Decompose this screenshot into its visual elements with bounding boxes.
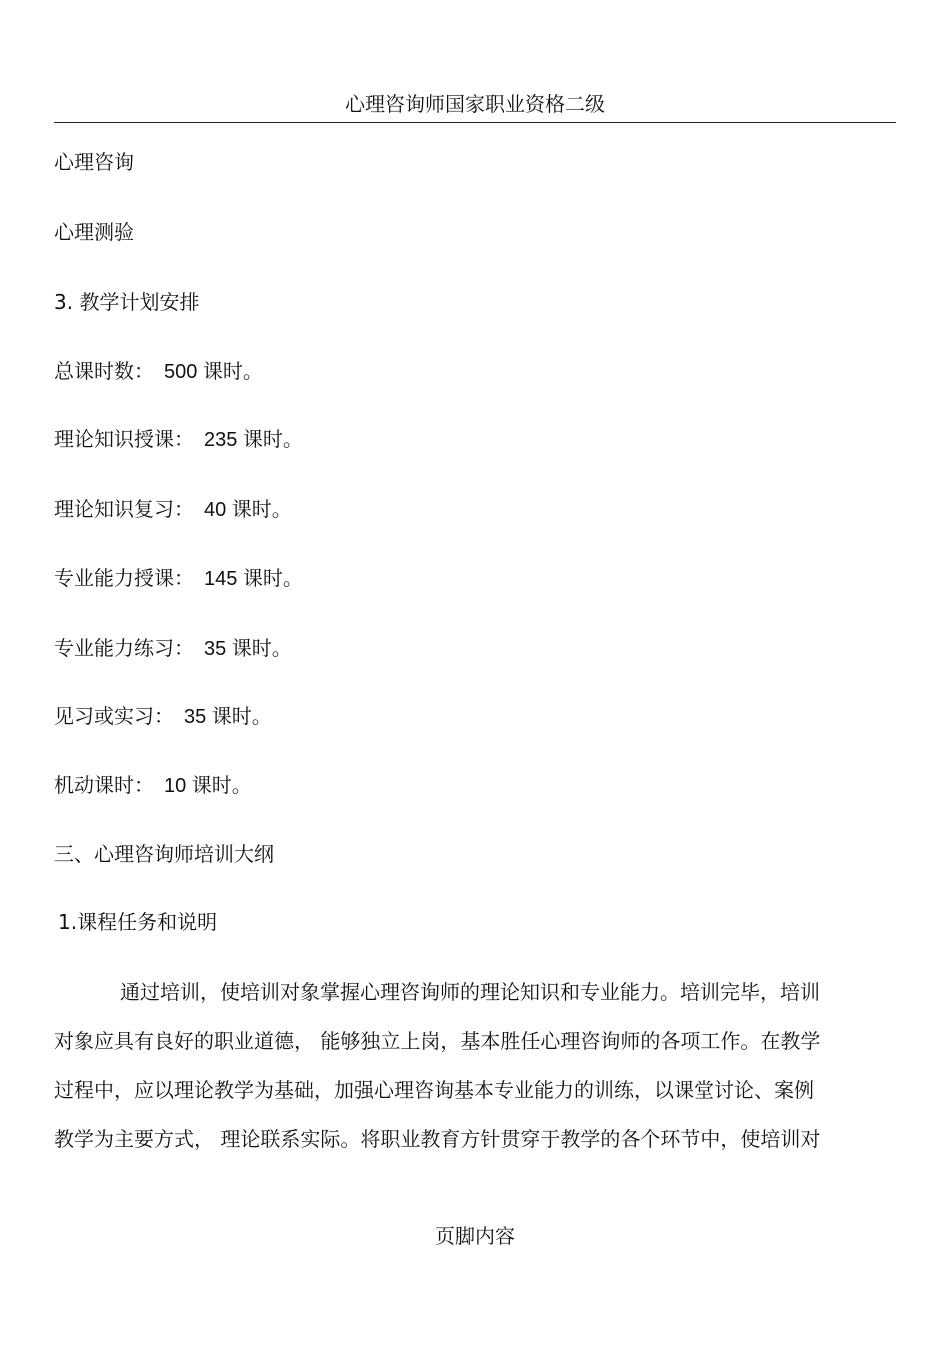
page-header bbox=[54, 90, 896, 123]
page-footer: 页脚内容 bbox=[435, 1224, 515, 1248]
header-title: 心理咨询师国家职业资格二级 bbox=[345, 92, 605, 116]
hours-theory-lecture bbox=[54, 425, 303, 454]
hours-internship-value: 35 课时。 bbox=[184, 706, 272, 728]
paragraph-line-1: 通过培训，使培训对象掌握心理咨询师的理论知识和专业能力。培训完毕，培训 bbox=[120, 980, 820, 1004]
hours-flexible bbox=[54, 771, 252, 800]
paragraph-line-2: 对象应具有良好的职业道德， 能够独立上岗，基本胜任心理咨询师的各项工作。在教学 bbox=[54, 1029, 821, 1053]
hours-total bbox=[54, 357, 263, 386]
section-3-heading: 3. 教学计划安排 bbox=[54, 290, 200, 314]
hours-skill-practice-label: 专业能力练习： bbox=[54, 636, 194, 660]
hours-skill-practice bbox=[54, 634, 292, 663]
hours-theory-review-label: 理论知识复习： bbox=[54, 497, 194, 521]
outline-subheading: 1.课程任务和说明 bbox=[58, 910, 218, 934]
hours-theory-lecture-value: 235 课时。 bbox=[204, 429, 303, 451]
hours-total-label: 总课时数： bbox=[54, 359, 154, 383]
paragraph-line-4: 教学为主要方式， 理论联系实际。将职业教育方针贯穿于教学的各个环节中，使培训对 bbox=[54, 1127, 821, 1151]
hours-theory-review-value: 40 课时。 bbox=[204, 499, 292, 521]
item-testing: 心理测验 bbox=[54, 220, 134, 244]
hours-skill-lecture-label: 专业能力授课： bbox=[54, 566, 194, 590]
hours-skill-practice-value: 35 课时。 bbox=[204, 638, 292, 660]
paragraph-line-3: 过程中，应以理论教学为基础，加强心理咨询基本专业能力的训练，以课堂讨论、案例 bbox=[54, 1078, 814, 1102]
hours-flexible-value: 10 课时。 bbox=[164, 775, 252, 797]
hours-internship-label: 见习或实习： bbox=[54, 704, 174, 728]
hours-theory-review bbox=[54, 495, 292, 524]
hours-skill-lecture-value: 145 课时。 bbox=[204, 568, 303, 590]
item-counseling: 心理咨询 bbox=[54, 150, 134, 174]
outline-heading: 三、心理咨询师培训大纲 bbox=[54, 842, 274, 866]
hours-total-value: 500 课时。 bbox=[164, 361, 263, 383]
hours-flexible-label: 机动课时： bbox=[54, 773, 154, 797]
outline-paragraph bbox=[54, 968, 874, 1164]
hours-theory-lecture-label: 理论知识授课： bbox=[54, 427, 194, 451]
hours-internship bbox=[54, 702, 272, 731]
hours-skill-lecture bbox=[54, 564, 303, 593]
